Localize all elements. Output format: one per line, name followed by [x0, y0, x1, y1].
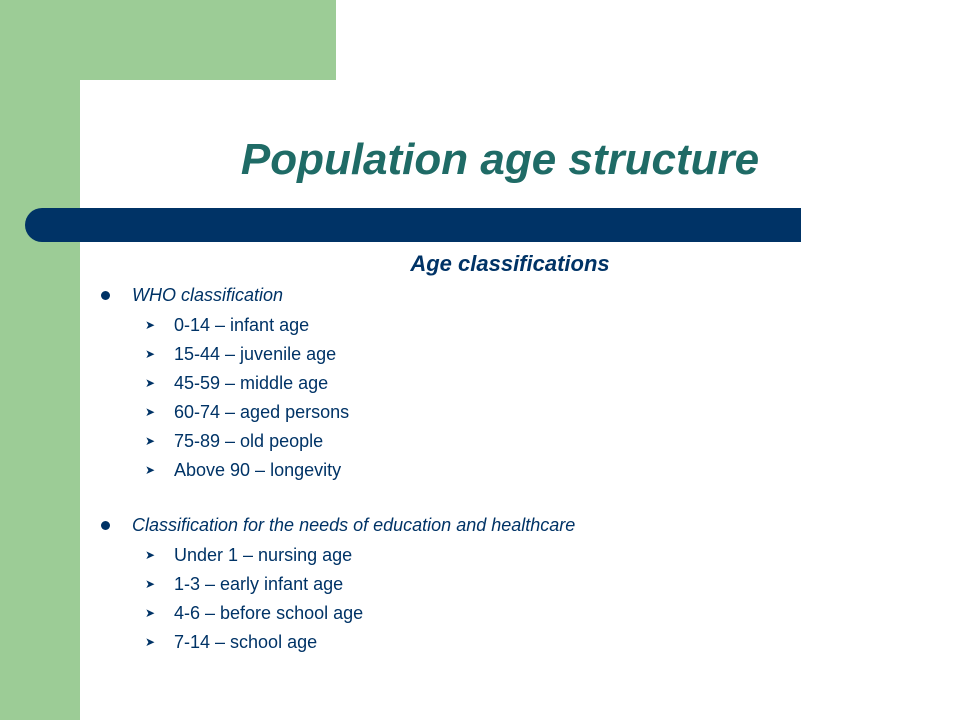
list-item [100, 570, 920, 599]
list-item [100, 398, 920, 427]
list-item-text: 7-14 – school age [174, 632, 318, 652]
list-item [100, 311, 920, 340]
age-range-list [100, 311, 920, 485]
title-underline-bar [25, 208, 801, 242]
bullet-dot-icon [101, 521, 110, 530]
section-heading-text: WHO classification [132, 285, 284, 305]
list-item-text: 4-6 – before school age [174, 603, 364, 623]
list-item-text: 60-74 – aged persons [174, 402, 350, 422]
section-heading [100, 513, 920, 537]
list-item [100, 541, 920, 570]
list-item [100, 369, 920, 398]
list-item [100, 456, 920, 485]
arrow-right-icon: ➤ [145, 434, 156, 448]
green-top-decoration [0, 0, 336, 80]
arrow-right-icon: ➤ [145, 606, 156, 620]
arrow-right-icon: ➤ [145, 548, 156, 562]
list-item [100, 427, 920, 456]
slide-title: Population age structure [240, 135, 760, 184]
arrow-right-icon: ➤ [145, 463, 156, 477]
list-item-text: 15-44 – juvenile age [174, 344, 337, 364]
list-item [100, 628, 920, 657]
arrow-right-icon: ➤ [145, 347, 156, 361]
arrow-right-icon: ➤ [145, 405, 156, 419]
list-item-text: 45-59 – middle age [174, 373, 329, 393]
section-heading-text: Classification for the needs of education and healthcare [132, 515, 576, 535]
arrow-right-icon: ➤ [145, 318, 156, 332]
green-sidebar-decoration [0, 0, 80, 720]
content-corner-decoration [80, 80, 140, 140]
bullet-dot-icon [101, 291, 110, 300]
slide-subtitle: Age classifications [410, 251, 610, 276]
arrow-right-icon: ➤ [145, 577, 156, 591]
list-item-text: 75-89 – old people [174, 431, 324, 451]
list-item-text: 0-14 – infant age [174, 315, 310, 335]
list-item-text: Under 1 – nursing age [174, 545, 353, 565]
list-item-text: 1-3 – early infant age [174, 574, 344, 594]
education-healthcare-section [100, 513, 920, 657]
age-range-list [100, 541, 920, 657]
list-item [100, 340, 920, 369]
arrow-right-icon: ➤ [145, 635, 156, 649]
section-heading [100, 283, 920, 307]
list-item [100, 599, 920, 628]
arrow-right-icon: ➤ [145, 376, 156, 390]
who-classification-section [100, 283, 920, 485]
list-item-text: Above 90 – longevity [174, 460, 342, 480]
